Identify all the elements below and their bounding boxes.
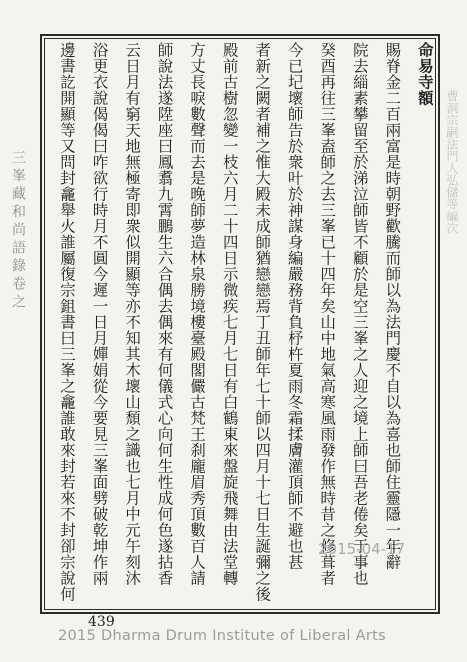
vertical-text-body xyxy=(52,42,432,604)
text-column-title: 命易寺額 xyxy=(415,42,434,106)
text-column: 今已圮壞師告於衆叶於神謀身編嚴務背負杼杵夏雨冬霜揉膚灌頂師不避也甚 xyxy=(285,42,304,570)
left-margin-title: 三峯藏和尚語錄卷之 xyxy=(10,150,26,312)
footer-watermark: 2015 Dharma Drum Institute of Liberal Arts xyxy=(58,628,386,644)
text-column: 云日月有窮天地無極寄即衆似開顯等亦不知其木壞山頹之識也七月中元午刻沐 xyxy=(123,42,142,586)
text-column: 院去緇素攀留至於涕泣師皆不顧於是空三峯之人迎之境上師曰吾老倦矣于事也 xyxy=(350,42,369,586)
text-column: 賜脊金二百兩富是時朝野歡騰而師以為法門慶不自以為喜也師住靈隱一年辭 xyxy=(383,42,402,570)
text-column: 者新之闕者補之惟大殿未成師猶戀戀焉丁丑師年七十師以四月十七日生誕彌之後 xyxy=(253,42,272,602)
date-stamp: 2015-04-17 xyxy=(318,540,406,558)
text-column: 浴更衣說偈偈曰咋欲行時月不圓今遲一日月嬋娟從今要見三峯面劈破乾坤作兩 xyxy=(90,42,109,586)
right-margin-bleed-text: 曹洞宗嗣法門人弘儲等編次 xyxy=(445,90,459,234)
text-column: 邊書訖開顯等又問封龕舉火誰屬復宗鉏書曰三峯之龕誰敢來封若來不封卻宗說何 xyxy=(58,42,76,602)
text-column: 殿前古樹忽變一枝六月二十四日示微疾七月七日有白鶴東來盤旋飛舞由法堂轉 xyxy=(220,42,239,586)
text-column: 方丈長唳數聲而去是晚師夢造林泉勝境樓臺殿閣儼古梵王刹龐眉秀頂數百人請 xyxy=(188,42,207,586)
page-number: 439 xyxy=(88,614,115,630)
text-column: 癸酉再往三峯盍師之去三峯已十四年矣山中地氣高寒風雨發作無時昔之修葺者 xyxy=(318,42,337,586)
text-column: 師說法遂陞座曰鳳翥九霄鵬生六合偶去偶來有何儀式心向何生性成何色遂拈香 xyxy=(155,42,174,586)
